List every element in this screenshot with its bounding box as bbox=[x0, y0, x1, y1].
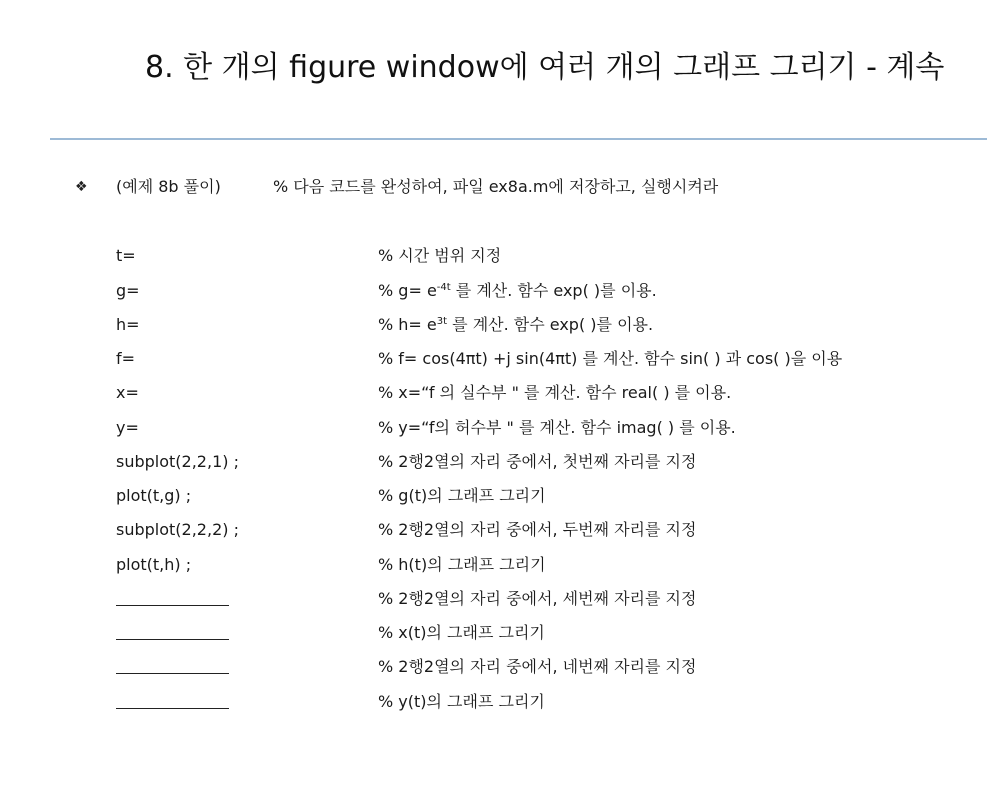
code-comment: % h(t)의 그래프 그리기 bbox=[378, 555, 546, 574]
exponent: 3t bbox=[436, 316, 448, 327]
exponent: -4t bbox=[436, 282, 451, 293]
fill-in-blank bbox=[116, 673, 229, 674]
code-command: plot(t,g) ; bbox=[116, 486, 192, 505]
example-description: % 다음 코드를 완성하여, 파일 ex8a.m에 저장하고, 실행시켜라 bbox=[273, 177, 719, 196]
code-comment: % 2행2열의 자리 중에서, 네번째 자리를 지정 bbox=[378, 657, 697, 676]
slide-title: 8. 한 개의 figure window에 여러 개의 그래프 그리기 - 계속 bbox=[145, 50, 945, 85]
code-command: x= bbox=[116, 383, 139, 402]
code-comment: % x(t)의 그래프 그리기 bbox=[378, 623, 545, 642]
fill-in-blank bbox=[116, 708, 229, 709]
code-comment bbox=[378, 279, 657, 303]
code-comment: % y=“f의 허수부 " 를 계산. 함수 imag( ) 를 이용. bbox=[378, 418, 736, 437]
code-comment: % x=“f 의 실수부 " 를 계산. 함수 real( ) 를 이용. bbox=[378, 383, 732, 402]
code-comment: % 2행2열의 자리 중에서, 세번째 자리를 지정 bbox=[378, 589, 697, 608]
code-command: subplot(2,2,1) ; bbox=[116, 452, 239, 471]
comment-text: 를 계산. 함수 exp( )를 이용. bbox=[450, 281, 657, 300]
example-label: (예제 8b 풀이) bbox=[116, 177, 221, 196]
diamond-bullet-icon: ❖ bbox=[75, 179, 88, 195]
code-comment: % y(t)의 그래프 그리기 bbox=[378, 692, 545, 711]
fill-in-blank bbox=[116, 639, 229, 640]
comment-text: % h= e bbox=[378, 315, 437, 334]
title-divider bbox=[50, 138, 987, 140]
code-comment: % f= cos(4πt) +j sin(4πt) 를 계산. 함수 sin( ) 과 cos( )을 이용 bbox=[378, 349, 843, 368]
comment-text: 를 계산. 함수 exp( )를 이용. bbox=[447, 315, 654, 334]
code-command: plot(t,h) ; bbox=[116, 555, 192, 574]
code-command: g= bbox=[116, 281, 140, 300]
code-command: t= bbox=[116, 246, 136, 265]
comment-text: % g= e bbox=[378, 281, 437, 300]
code-comment: % 2행2열의 자리 중에서, 첫번째 자리를 지정 bbox=[378, 452, 697, 471]
code-comment: % g(t)의 그래프 그리기 bbox=[378, 486, 546, 505]
code-comment: % 시간 범위 지정 bbox=[378, 246, 502, 265]
code-command: h= bbox=[116, 315, 140, 334]
code-comment: % 2행2열의 자리 중에서, 두번째 자리를 지정 bbox=[378, 520, 697, 539]
code-command: y= bbox=[116, 418, 139, 437]
fill-in-blank bbox=[116, 605, 229, 606]
code-comment bbox=[378, 313, 653, 337]
code-command: subplot(2,2,2) ; bbox=[116, 520, 239, 539]
code-command: f= bbox=[116, 349, 136, 368]
